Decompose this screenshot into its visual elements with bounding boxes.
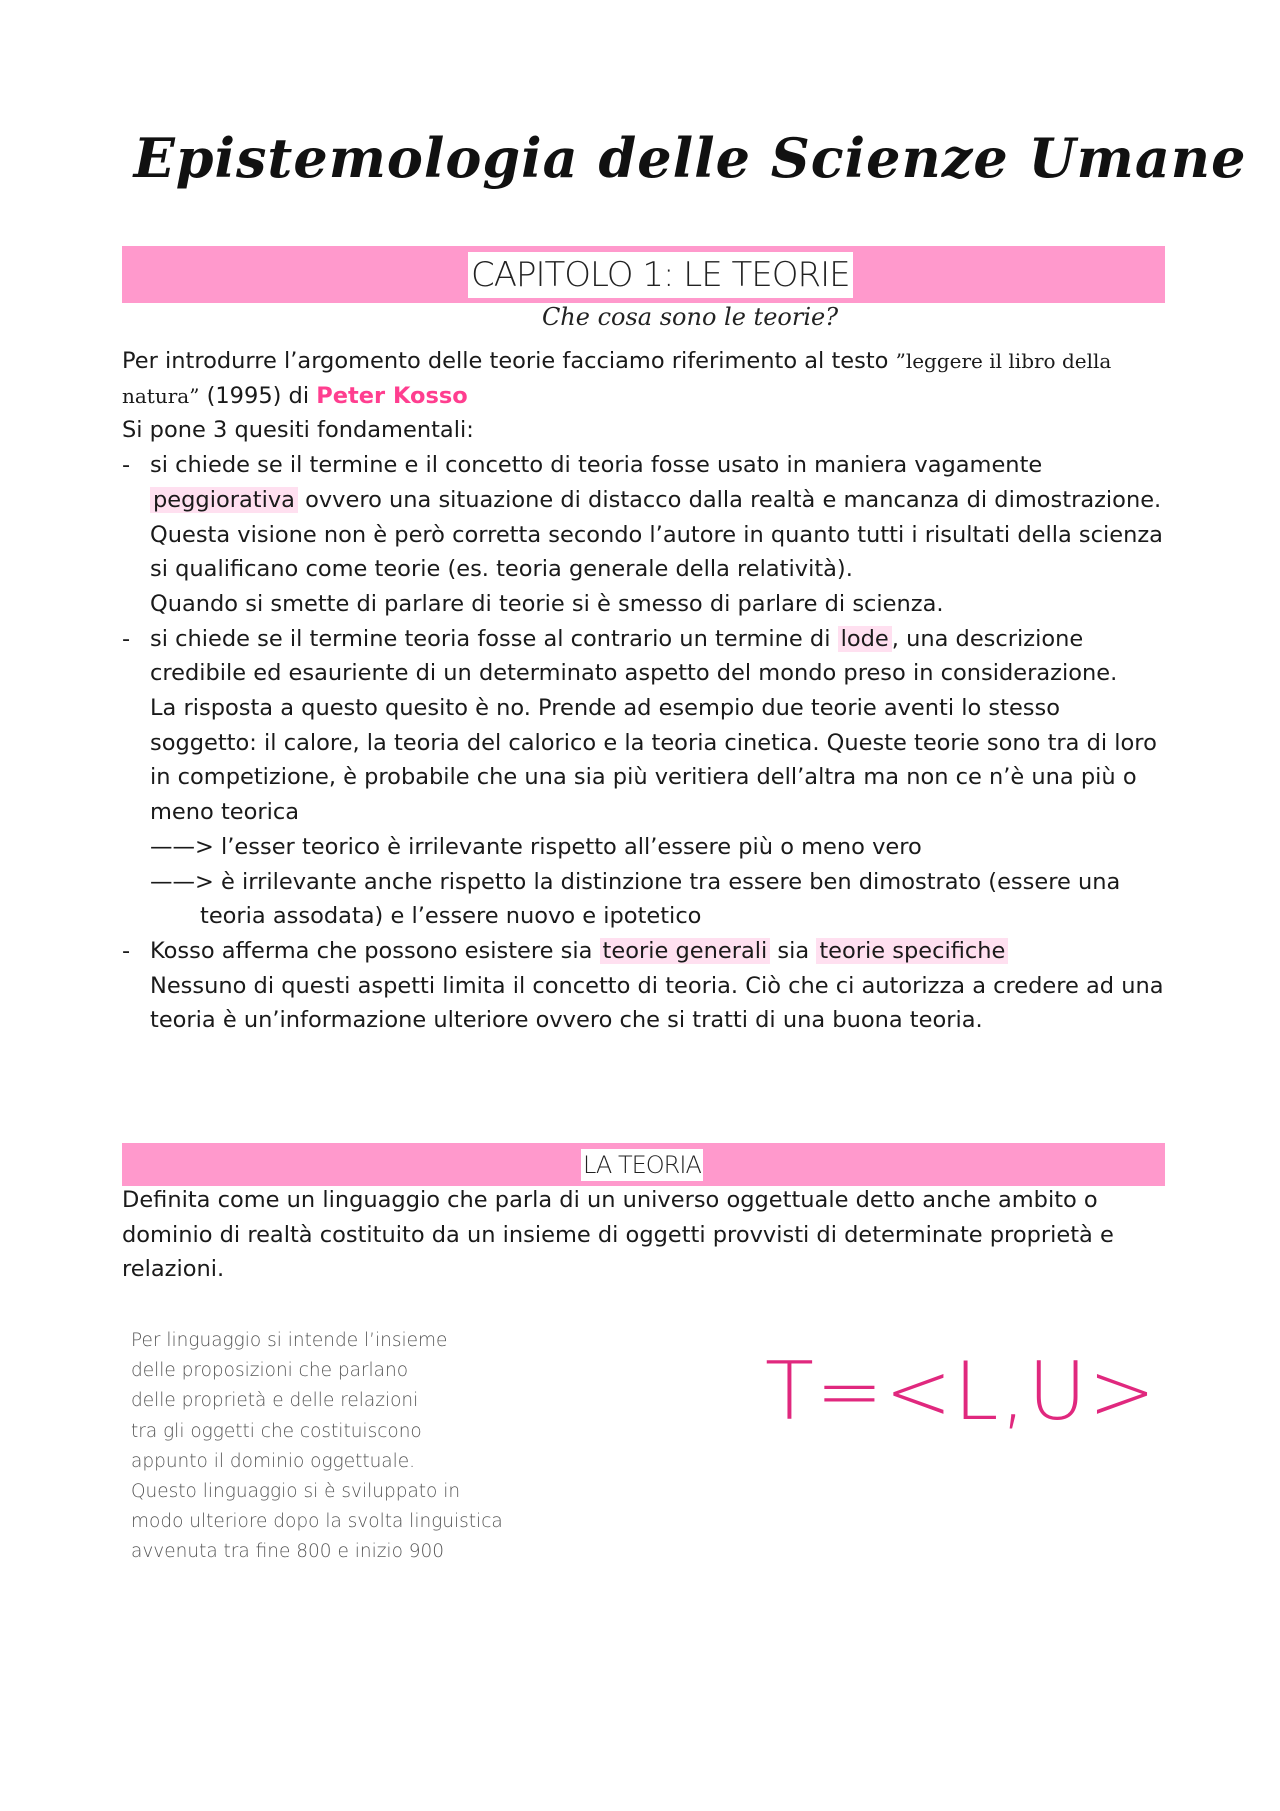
intro-paragraph [122,344,1167,413]
definition-paragraph: Definita come un linguaggio che parla di un universo oggettuale detto anche ambito o dominio di realtà costituito da un insieme di oggetti provvisti di determinate proprietà e relazioni. [122,1187,1114,1283]
q2-text: si chiede se il termine teoria fosse al contrario un termine di [150,625,838,652]
section-heading-band [122,1143,1165,1186]
q1-conclusion: Quando si smette di parlare di teorie si è smesso di parlare di scienza. [150,590,944,617]
language-note [131,1326,551,1568]
q2-arrow-2: ——> è irrilevante anche rispetto la distinzione tra essere ben dimostrato (essere una [150,868,1121,895]
intro-text: Per introdurre l’argomento delle teorie facciamo riferimento al testo [122,348,896,374]
q3-text: Kosso afferma che possono esistere sia [150,937,600,964]
q2-explanation: La risposta a questo quesito è no. Prende ad esempio due teorie aventi lo stesso soggetto: il calore, la teoria del calorico e la teoria cinetica. Queste teorie sono tra di loro in competizione, è probabile che una sia più veritiera dell’altra ma non ce n’è una più o meno teorica [150,695,1157,826]
q3-text-2: sia [770,937,817,964]
chapter-body [122,344,1167,1038]
chapter-subtitle: Che cosa sono le teorie? [541,303,839,331]
book-title: ”leggere il libro della natura” [122,349,1112,408]
intro-text-2: (1995) di [199,382,317,409]
note-line: Per linguaggio si intende l’insieme [131,1330,448,1351]
q3-explanation: Nessuno di questi aspetti limita il concetto di teoria. Ciò che ci autorizza a credere ad una teoria è un’informazione ulteriore ovvero che si tratti di una buona teoria. [150,972,1164,1034]
section-heading: LA TEORIA [583,1151,701,1179]
note-line: tra gli oggetti che costituiscono [131,1420,422,1442]
list-item [122,622,1167,934]
note-line: modo ulteriore dopo la svolta linguistica [131,1511,503,1533]
q1-text: si chiede se il termine e il concetto di teoria fosse usato in maniera vagamente [150,452,1043,479]
q1-explanation: Questa visione non è però corretta secondo l’autore in quanto tutti i risultati della scienza si qualificano come teorie (es. teoria generale della relatività). [150,521,1163,583]
note-line: avvenuta tra fine 800 e inizio 900 [131,1541,445,1563]
list-item [122,448,1167,622]
q2-text-2: , una descrizione credibile ed esauriente di un determinato aspetto del mondo preso in considerazione. [150,625,1118,687]
q2-arrow-2-cont: teoria assodata) e l’essere nuovo e ipotetico [200,903,702,930]
q1-text-2: ovvero una situazione di distacco dalla realtà e mancanza di dimostrazione. [297,486,1162,513]
page-title: Epistemologia delle Scienze Umane [133,126,1247,190]
questions-list [122,448,1167,1038]
note-line: delle proposizioni che parlano [131,1360,409,1382]
note-line: appunto il dominio oggettuale. [131,1450,416,1472]
chapter-heading: CAPITOLO 1: LE TEORIE [468,252,853,298]
highlight-lode: lode [838,626,892,652]
list-item [122,934,1167,1038]
highlight-peggiorativa: peggiorativa [150,487,298,513]
highlight-teorie-specifiche: teorie specifiche [816,938,1008,964]
theory-formula: T=<L,U> [765,1345,1158,1438]
q2-arrow-1: ——> l’esser teorico è irrilevante rispetto all’essere più o meno vero [150,833,922,860]
author-name: Peter Kosso [316,382,468,409]
note-line: delle proprietà e delle relazioni [131,1390,419,1412]
chapter-heading-band [122,246,1165,303]
highlight-teorie-generali: teorie generali [600,938,771,964]
intro-line: Si pone 3 quesiti fondamentali: [122,417,474,444]
note-line: Questo linguaggio si è sviluppato in [131,1481,461,1503]
